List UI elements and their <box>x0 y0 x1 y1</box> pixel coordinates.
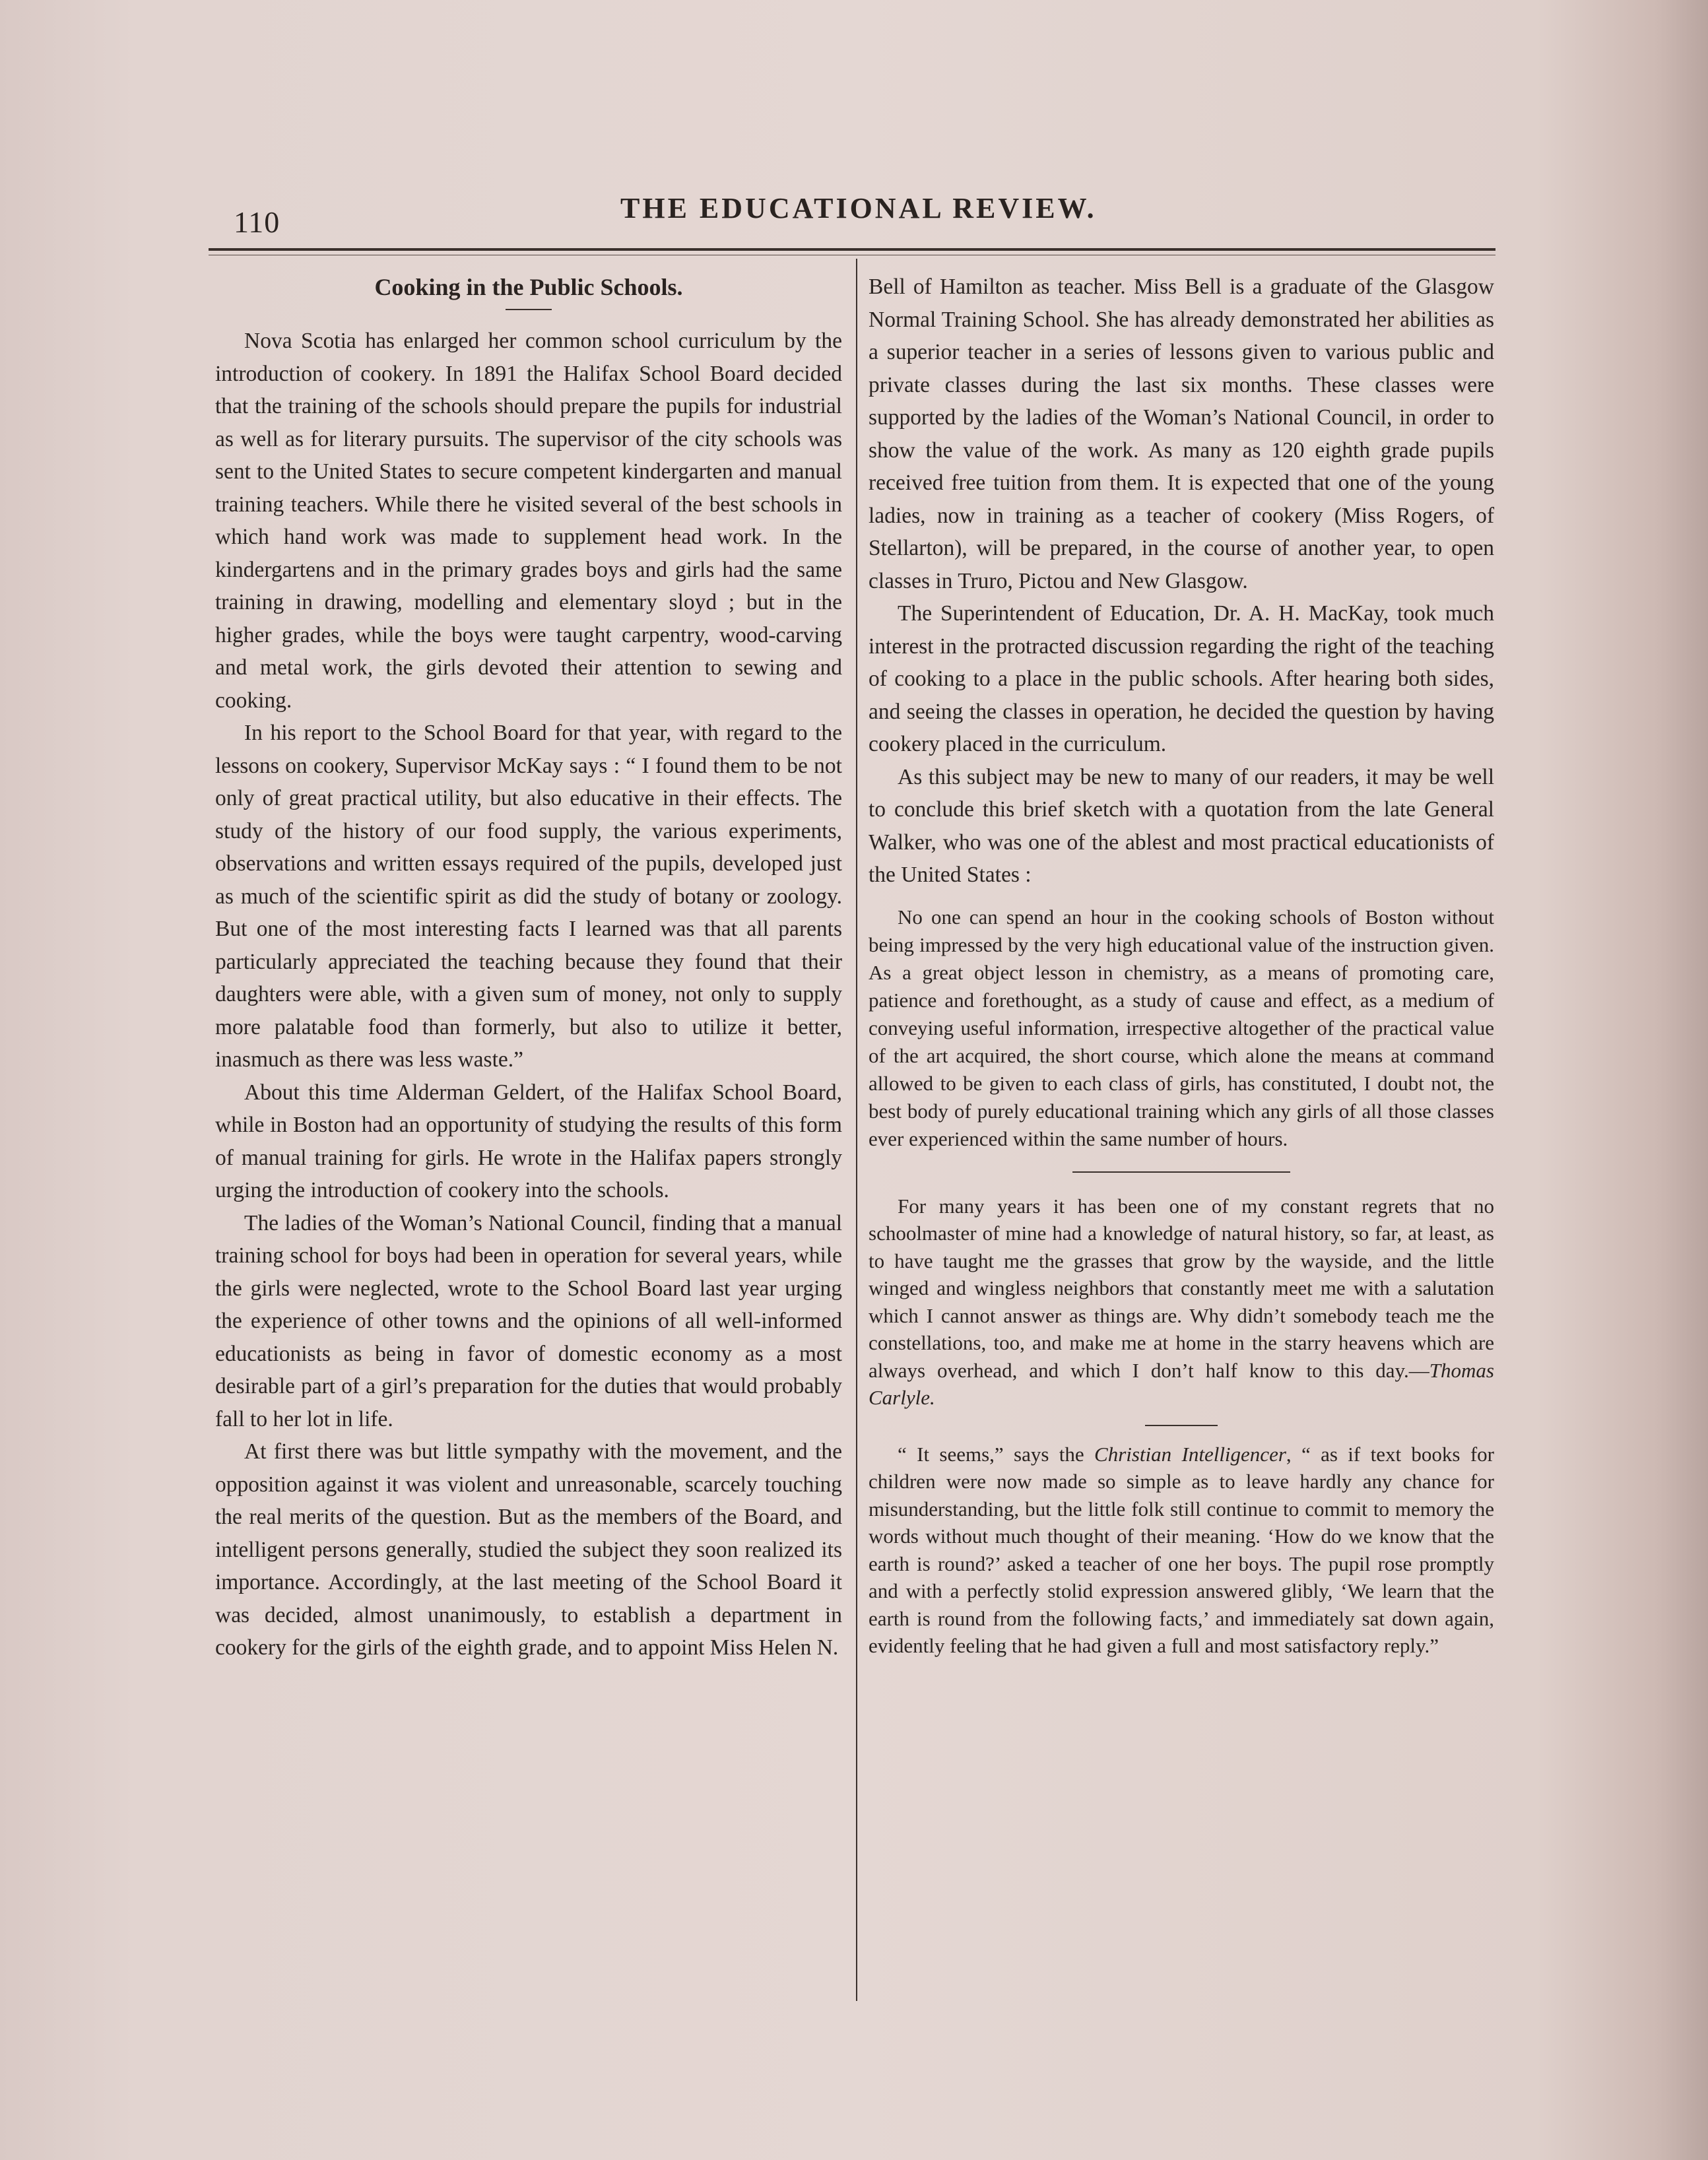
right-column <box>869 271 1494 1660</box>
article-paragraph: About this time Alderman Geldert, of the Halifax School Board, while in Boston had an opportunity of studying the results of this form of manual training for girls. He wrote in the Halifax papers strongly urging the introduction of cookery into the schools. <box>215 1080 842 1202</box>
journal-title: THE EDUCATIONAL REVIEW. <box>620 192 1097 224</box>
walker-quotation: No one can spend an hour in the cooking schools of Boston without being impressed by the very high educational value of the instruction given. As a great object lesson in chemistry, as a means of promoting care, patience and forethought, as a study of cause and effect, as a medium of conveying useful information, irrespective altogether of the practical value of the art acquired, the short course, which alone the means at command allowed to be given to each class of girls, has constituted, I doubt not, the best body of purely educational training which any girls of all those classes ever experienced within the same number of hours. <box>869 905 1494 1150</box>
intelligencer-opening: “ It seems,” says the <box>898 1442 1095 1466</box>
article-paragraph: Nova Scotia has enlarged her common school curriculum by the introduction of cookery. In 1891 the Halifax School Board decided that the training of the schools should prepare the pupils for industrial as well as for literary pursuits. The supervisor of the city schools was sent to the United States to secure competent kindergarten and manual training teachers. While there he visited several of the best schools in which hand work was made to supplement head work. In the kindergartens and in the primary grades boys and girls had the same training in drawing, modelling and elementary sloyd ; but in the higher grades, while the boys were taught carpentry, wood-carving and metal work, the girls devoted their attention to sewing and cooking. <box>215 329 842 713</box>
running-head <box>211 185 1498 239</box>
page-number: 110 <box>234 205 280 239</box>
section-rule <box>1072 1171 1290 1173</box>
article-paragraph: The ladies of the Woman’s National Council, finding that a manual training school for boys had been in operation for several years, while the girls were neglected, wrote to the School Board last year urging the experience of other towns and the opinions of all well-informed educationists as being in favor of domestic economy as a most desirable part of a girl’s preparation for the duties that would probably fall to her lot in life. <box>215 1210 842 1431</box>
section-rule <box>1145 1425 1218 1426</box>
intelligencer-source: Christian Intelligencer <box>1094 1442 1286 1466</box>
article-continuation: Bell of Hamilton as teacher. Miss Bell is a graduate of the Glasgow Normal Training School. She has already demonstrated her abilities as a superior teacher in a series of lessons given to various public and private classes during the last six months. These classes were supported by the ladies of the Woman’s National Council, in order to show the value of the work. As many as 120 eighth grade pupils received free tuition from them. It is expected that one of the young ladies, now in training as a teacher of cookery (Miss Rogers, of Stellarton), will be prepared, in the course of another year, to open classes in Truro, Pictou and New Glasgow. <box>869 275 1494 593</box>
article-paragraph: The Superintendent of Education, Dr. A. H. MacKay, took much interest in the protracted discussion regarding the right of the teaching of cooking to a place in the public schools. After hearing both sides, and seeing the classes in operation, he decided the question by having cookery placed in the curriculum. <box>869 601 1494 756</box>
article-paragraph: In his report to the School Board for that year, with regard to the lessons on cookery, Supervisor McKay says : “ I found them to be not only of great practical utility, but also educative in their effects. The study of the history of our food supply, the various experiments, observations and written essays required of the pupils, developed just as much of the scientific spirit as did the study of botany or zoology. But one of the most interesting facts I learned was that all parents particularly appreciated the teaching because they found that their daughters were able, with a given sum of money, not only to supply more palatable food than formerly, but also to utilize it better, inasmuch as there was less waste.” <box>215 721 842 1072</box>
column-divider <box>856 259 857 2001</box>
article-paragraph: At first there was but little sympathy with the movement, and the opposition against it was violent and unreasonable, scarcely touching the real merits of the question. But as the members of the Board, and intelligent persons generally, studied the subject they soon realized its importance. Accordingly, at the last meeting of the School Board it was decided, almost unanimously, to establish a department in cookery for the girls of the eighth grade, and to appoint Miss Helen N. <box>215 1439 842 1660</box>
title-rule <box>506 309 552 310</box>
carlyle-text: For many years it has been one of my constant regrets that no schoolmaster of mine had a knowledge of natural history, so far, at least, as to have taught me the grasses that grow by the wayside, and the little winged and wingless neighbors that constantly meet me with a salutation which I cannot answer as things are. Why didn’t somebody teach me the constellations, too, and make me at home in the starry heavens which are always overhead, and which I don’t half know to this day.— <box>869 1194 1494 1382</box>
article-title: Cooking in the Public Schools. <box>374 274 683 300</box>
header-rule <box>209 248 1495 251</box>
carlyle-excerpt <box>869 1193 1494 1412</box>
article-paragraph: As this subject may be new to many of our readers, it may be well to conclude this brief sketch with a quotation from the late General Walker, who was one of the ablest and most practical educationists of the United States : <box>869 764 1494 887</box>
intelligencer-body: , “ as if text books for children were now made so simple as to leave hardly any chance for misunderstanding, but the little folk still continue to commit to memory the words without much thought of their meaning. ‘How do we know that the earth is round?’ asked a teacher of one her boys. The pupil rose promptly and with a perfectly stolid expression answered glibly, ‘We learn that the earth is round from the following facts,’ and immediately sat down again, evidently feeling that he had given a full and most satisfactory reply.” <box>869 1442 1494 1657</box>
left-column <box>215 271 842 1664</box>
carlyle-author: Thomas Carlyle. <box>869 1358 1494 1409</box>
intelligencer-excerpt <box>869 1441 1494 1660</box>
